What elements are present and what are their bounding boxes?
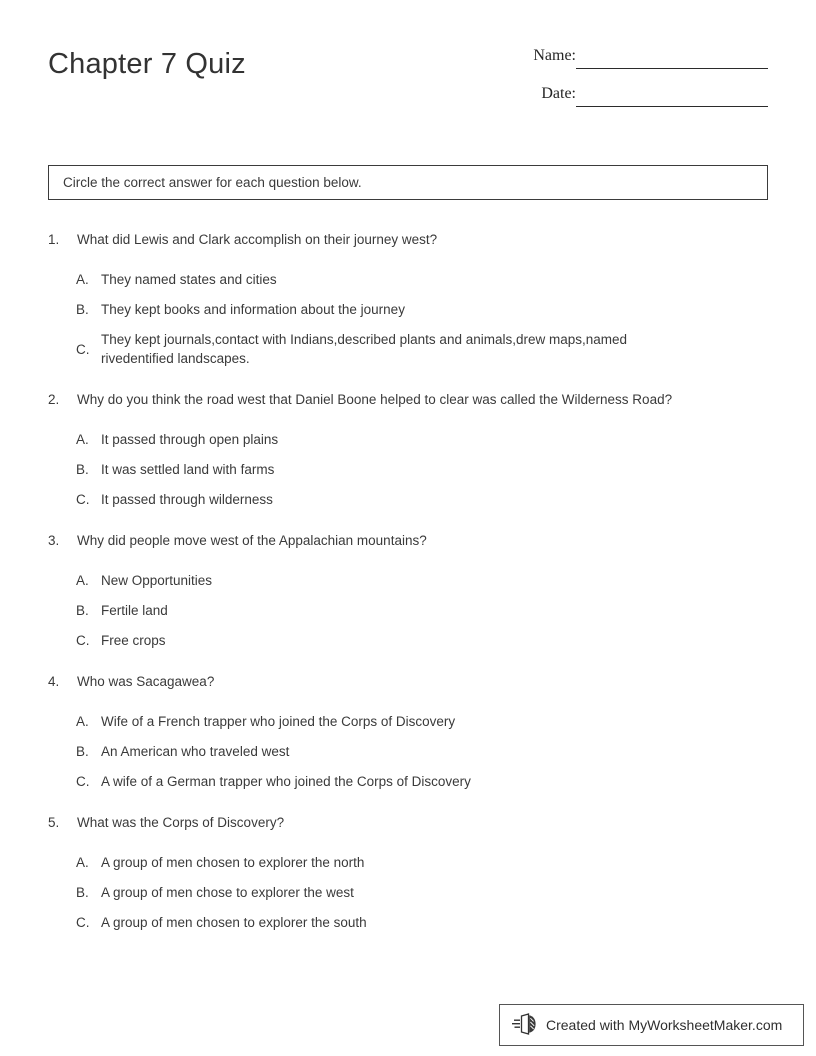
option-row[interactable] — [48, 631, 788, 650]
instruction-text: Circle the correct answer for each question below. — [63, 175, 362, 190]
option-text: They kept books and information about the journey — [101, 302, 405, 317]
question-row — [48, 531, 788, 550]
option-letter: B. — [76, 302, 89, 317]
option-text: A group of men chose to explorer the west — [101, 885, 354, 900]
option-row[interactable] — [48, 571, 788, 590]
option-row[interactable] — [48, 742, 788, 761]
question-number: 5. — [48, 815, 60, 830]
option-text: It was settled land with farms — [101, 462, 275, 477]
page-title: Chapter 7 Quiz — [48, 48, 246, 80]
option-list — [48, 853, 788, 932]
option-row[interactable] — [48, 460, 788, 479]
option-letter: A. — [76, 714, 89, 729]
question-list — [48, 230, 788, 954]
question-number: 2. — [48, 392, 60, 407]
option-letter: C. — [76, 492, 90, 507]
question-row — [48, 813, 788, 832]
option-letter: C. — [76, 774, 90, 789]
option-letter: A. — [76, 855, 89, 870]
question-row — [48, 672, 788, 691]
option-list — [48, 571, 788, 650]
question-row — [48, 390, 788, 409]
footer-badge[interactable] — [499, 1004, 804, 1046]
option-text-line2: rivedentified landscapes. — [101, 351, 250, 366]
date-field-input-line[interactable] — [576, 106, 768, 107]
option-text: Fertile land — [101, 603, 168, 618]
question-text: What was the Corps of Discovery? — [77, 815, 285, 830]
option-row[interactable] — [48, 913, 788, 932]
question-block — [48, 813, 788, 932]
option-text: A wife of a German trapper who joined the Corps of Discovery — [101, 774, 471, 789]
option-text: It passed through wilderness — [101, 492, 273, 507]
option-text: A group of men chosen to explorer the south — [101, 915, 367, 930]
option-row[interactable] — [48, 490, 788, 509]
option-text: An American who traveled west — [101, 744, 290, 759]
option-row[interactable] — [48, 712, 788, 731]
option-text-line1: They kept journals,contact with Indians,described plants and animals,drew maps,named — [101, 332, 628, 347]
option-row[interactable] — [48, 772, 788, 791]
question-block — [48, 390, 788, 509]
worksheet-header — [48, 42, 768, 132]
option-row[interactable] — [48, 601, 788, 620]
instruction-box — [48, 165, 768, 200]
date-field-row — [516, 80, 768, 118]
question-text: Why did people move west of the Appalachian mountains? — [77, 533, 427, 548]
question-text: Who was Sacagawea? — [77, 674, 215, 689]
question-number: 3. — [48, 533, 60, 548]
option-letter: A. — [76, 573, 89, 588]
option-row[interactable] — [48, 270, 788, 289]
option-text: It passed through open plains — [101, 432, 279, 447]
option-list — [48, 712, 788, 791]
option-row[interactable] — [48, 883, 788, 902]
option-letter: B. — [76, 462, 89, 477]
option-text — [101, 330, 749, 368]
name-field-row — [516, 42, 768, 80]
question-text: What did Lewis and Clark accomplish on their journey west? — [77, 232, 438, 247]
option-letter: B. — [76, 885, 89, 900]
question-block — [48, 230, 788, 368]
name-field-input-line[interactable] — [576, 68, 768, 69]
name-field-label: Name: — [533, 47, 576, 64]
question-number: 1. — [48, 232, 60, 247]
option-row[interactable] — [48, 853, 788, 872]
question-number: 4. — [48, 674, 60, 689]
option-letter: B. — [76, 603, 89, 618]
option-text: New Opportunities — [101, 573, 213, 588]
date-field-label: Date: — [541, 85, 576, 102]
option-row[interactable] — [48, 300, 788, 319]
option-row[interactable] — [48, 330, 788, 368]
question-block — [48, 672, 788, 791]
worksheet-maker-logo-icon — [512, 1013, 538, 1037]
name-date-block — [516, 42, 768, 118]
option-letter: A. — [76, 272, 89, 287]
option-row[interactable] — [48, 430, 788, 449]
question-text: Why do you think the road west that Daniel Boone helped to clear was called the Wilderness Road? — [77, 392, 673, 407]
option-text: A group of men chosen to explorer the north — [101, 855, 365, 870]
question-row — [48, 230, 788, 249]
option-text: They named states and cities — [101, 272, 277, 287]
option-letter: C. — [76, 633, 90, 648]
option-text: Wife of a French trapper who joined the Corps of Discovery — [101, 714, 456, 729]
question-block — [48, 531, 788, 650]
option-list — [48, 430, 788, 509]
footer-text: Created with MyWorksheetMaker.com — [546, 1017, 783, 1033]
option-text: Free crops — [101, 633, 166, 648]
option-list — [48, 270, 788, 368]
option-letter: A. — [76, 432, 89, 447]
option-letter: C. — [76, 341, 90, 357]
option-letter: C. — [76, 915, 90, 930]
option-letter: B. — [76, 744, 89, 759]
